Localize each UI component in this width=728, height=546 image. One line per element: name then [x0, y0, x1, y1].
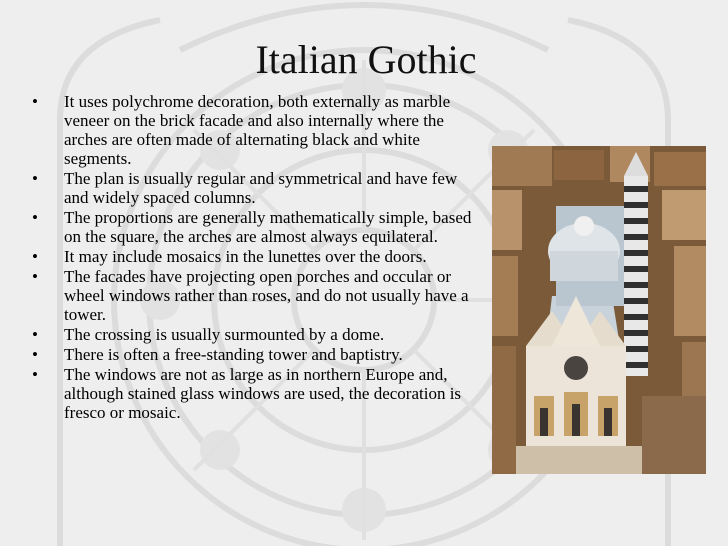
bullet-item [28, 92, 483, 168]
bullet-item [28, 247, 483, 266]
bullet-text: It may include mosaics in the lunettes over the doors. [64, 247, 427, 266]
bullet-dot: • [32, 247, 38, 266]
cathedral-illustration [492, 146, 706, 474]
bullet-item [28, 208, 483, 246]
bullet-text: The plan is usually regular and symmetrical and have few and widely spaced columns. [64, 169, 458, 207]
bullet-list [28, 92, 483, 423]
bullet-dot: • [32, 267, 38, 286]
bullet-text: The facades have projecting open porches and occular or wheel windows rather than roses, and do not usually have a tower. [64, 267, 469, 324]
bullet-item [28, 267, 483, 324]
bullet-dot: • [32, 208, 38, 227]
bullet-text: The crossing is usually surmounted by a dome. [64, 325, 385, 344]
bullet-item [28, 325, 483, 344]
cathedral-photo [492, 146, 706, 474]
bullet-text: The windows are not as large as in northern Europe and, although stained glass windows are used, the decoration is fresco or mosaic. [64, 365, 462, 422]
bullet-dot: • [32, 325, 38, 344]
bullet-item [28, 345, 483, 364]
bullet-text: It uses polychrome decoration, both externally as marble veneer on the brick facade and also internally where the arches are often made of alternating black and white segments. [64, 92, 451, 168]
bullet-dot: • [32, 169, 38, 188]
bullet-text: The proportions are generally mathematically simple, based on the square, the arches are almost always equilateral. [64, 208, 472, 246]
bullet-dot: • [32, 345, 38, 364]
bullet-item [28, 169, 483, 207]
bullet-text: There is often a free-standing tower and baptistry. [64, 345, 403, 364]
bullet-item [28, 365, 483, 422]
bullet-dot: • [32, 365, 38, 384]
slide-title: Italian Gothic [255, 37, 477, 82]
bullet-dot: • [32, 92, 38, 111]
